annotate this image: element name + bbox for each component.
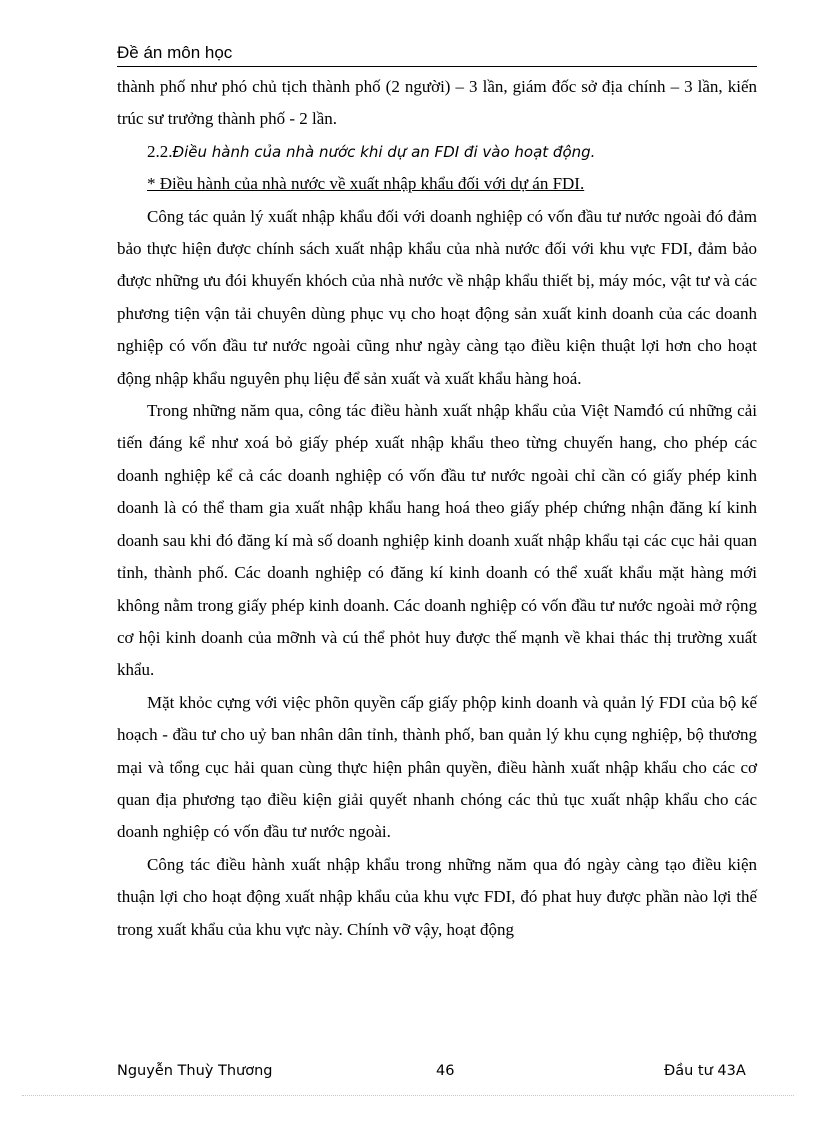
subheading-text: * Điều hành của nhà nước về xuất nhập khẩu đối với dự án FDI. — [147, 174, 585, 194]
footer-class-label: Đầu tư 43A — [664, 1063, 746, 1079]
page-header-title: Đề án môn học — [117, 43, 233, 62]
paragraph: Công tác quản lý xuất nhập khẩu đối với doanh nghiệp có vốn đầu tư nước ngoài đó đảm bảo thực hiện được chính sách xuất nhập khẩu của nhà nước đối với khu vực FDI, đảm bảo được những ưu đói khuyến khóch của nhà nước về nhập khẩu thiết bị, máy móc, vật tư và các phương tiện vận tải chuyên dùng phục vụ cho hoạt động sản xuất kinh doanh của các doanh nghiệp có vốn đầu tư nước ngoài cũng như ngày càng tạo điều kiện thuật lợi hơn cho hoạt động nhập khẩu nguyên phụ liệu để sản xuất và xuất khẩu hàng hoá. — [117, 206, 757, 388]
section-title: Điều hành của nhà nước khi dự an FDI đi vào hoạt động. — [172, 142, 596, 161]
paragraph: Công tác điều hành xuất nhập khẩu trong những năm qua đó ngày càng tạo điều kiện thuận lợi cho hoạt động xuất nhập khẩu của khu vực FDI, đó phat huy được phần nào lợi thế trong xuất khẩu của khu vực này. Chính vỡ vậy, hoạt động — [117, 854, 757, 939]
document-body — [117, 71, 757, 946]
section-heading — [117, 136, 757, 168]
paragraph: Trong những năm qua, công tác điều hành xuất nhập khẩu của Việt Namđó cú những cải tiến đáng kể như xoá bỏ giấy phép xuất nhập khẩu theo từng chuyến hang, cho phép các doanh nghiệp kể cả các doanh nghiệp có vốn đầu tư nước ngoài chỉ cần có giấy phép kinh doanh là có thể tham gia xuất nhập khẩu hang hoá theo giấy phép chứng nhận đăng kí kinh doanh sau khi đó đăng kí mà số doanh nghiệp kinh doanh xuất nhập khẩu tại các cục hải quan tỉnh, thành phố. Các doanh nghiệp có đăng kí kinh doanh có thể xuất khẩu mặt hàng mới không nằm trong giấy phép kinh doanh. Các doanh nghiệp có vốn đầu tư nước ngoài mở rộng cơ hội kinh doanh của mỡnh và cú thể phỏt huy được thế mạnh về khai thác thị trường xuất khẩu. — [117, 401, 757, 680]
footer-page-number: 46 — [436, 1063, 455, 1079]
footer-author: Nguyễn Thuỳ Thương — [117, 1063, 273, 1079]
footer-divider — [22, 1095, 794, 1096]
section-number: 2.2. — [147, 141, 173, 161]
paragraph-continuation: thành phố như phó chủ tịch thành phố (2 người) – 3 lần, giám đốc sở địa chính – 3 lần, kiến trúc sư trưởng thành phố - 2 lần. — [117, 77, 757, 129]
paragraph: Mặt khỏc cựng với việc phõn quyền cấp giấy phộp kinh doanh và quản lý FDI của bộ kế hoạch - đầu tư cho uỷ ban nhân dân tỉnh, thành phố, ban quản lý khu cụng nghiệp, bộ thương mại và tổng cục hải quan cùng thực hiện phân quyền, điều hành xuất nhập khẩu cho các cơ quan địa phương tạo điều kiện giải quyết nhanh chóng các thủ tục xuất nhập khẩu cho các doanh nghiệp có vốn đầu tư nước ngoài. — [117, 692, 757, 842]
header-divider — [117, 66, 757, 67]
subheading — [117, 168, 757, 200]
